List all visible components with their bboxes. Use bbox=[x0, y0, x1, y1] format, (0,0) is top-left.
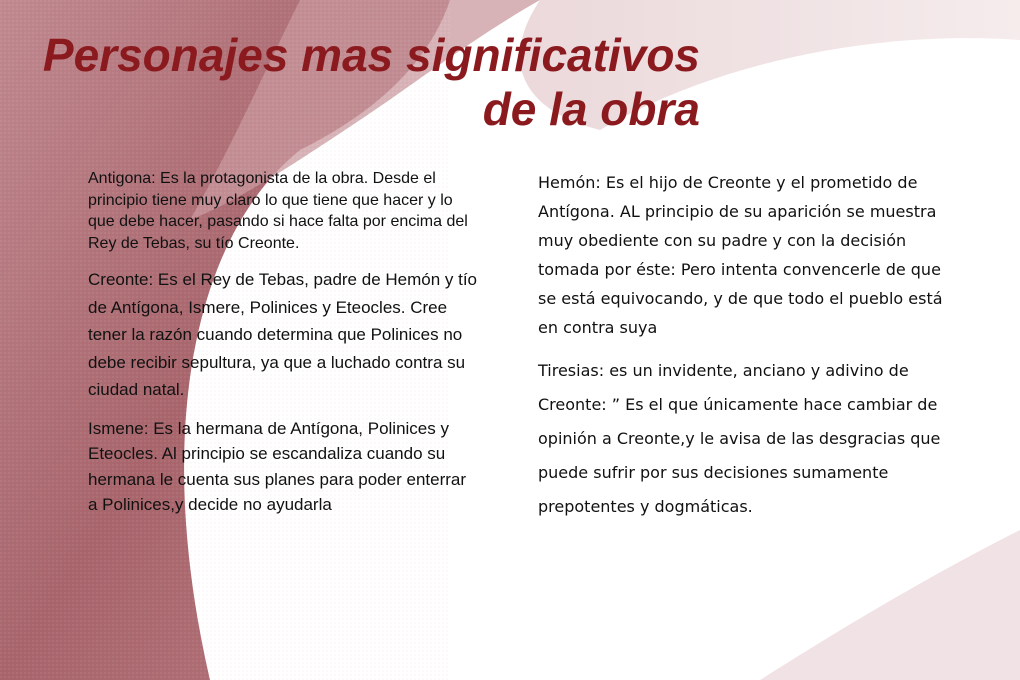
hemon-description: Hemón: Es el hijo de Creonte y el prometido de Antígona. AL principio de su aparición se muestra muy obediente con su padre y con la decisión tomada por éste: Pero intenta convencerle de que se está equivocando, y de que todo el pueblo está en contra suya bbox=[538, 173, 943, 337]
ismene-description: Ismene: Es la hermana de Antígona, Polinices y Eteocles. Al principio se escandaliza cuando su hermana le cuenta sus planes para poder enterrar a Polinices,y decide no ayudarla bbox=[88, 418, 467, 514]
tiresias-description: Tiresias: es un invidente, anciano y adivino de Creonte: ” Es el que únicamente hace cambiar de opinión a Creonte,y le avisa de las desgracias que puede sufrir por sus decisiones sumamente prepotentes y dogmáticas. bbox=[538, 361, 941, 516]
right-column bbox=[538, 168, 958, 536]
slide-title: Personajes mas significativos de la obra bbox=[42, 29, 700, 135]
creonte-description: Creonte: Es el Rey de Tebas, padre de Hemón y tío de Antígona, Ismere, Polinices y Eteocles. Cree tener la razón cuando determina que Polinices no debe recibir sepultura, ya que a luchado contra su ciudad natal. bbox=[88, 270, 478, 399]
left-column bbox=[88, 168, 478, 530]
antigona-description: Antigona: Es la protagonista de la obra. Desde el principio tiene muy claro lo que tiene que hacer y lo que debe hacer, pasando si hace falta por encima del Rey de Tebas, su tío Creonte. bbox=[88, 170, 468, 252]
